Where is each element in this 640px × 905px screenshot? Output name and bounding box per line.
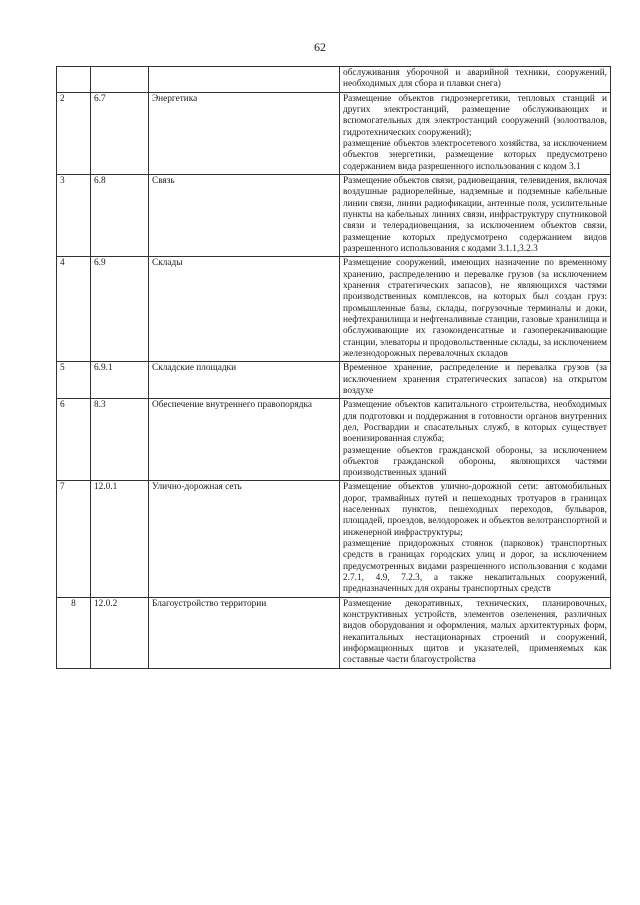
description-paragraph: размещение объектов электросетевого хозяйства, за исключением объектов энергетики, размещение которых предусмотрено содержанием вида разрешенного использования с кодом 3.1 [343,138,607,172]
row-code: 6.8 [91,174,149,256]
row-description [340,92,611,174]
land-use-table [56,66,611,669]
description-paragraph: обслуживания уборочной и аварийной техники, сооружений, необходимых для сбора и плавки снега) [343,68,607,90]
row-code: 8.3 [91,399,149,481]
row-number: 8 [57,597,91,668]
table-row [57,174,611,256]
row-number: 5 [57,362,91,399]
row-description [340,174,611,256]
page-number: 62 [314,40,326,54]
description-paragraph: Размещение объектов гидроэнергетики, тепловых станций и других электростанций, размещение обслуживающих и вспомогательных для электростанций сооружений (золоотвалов, гидротехнических сооружений); [343,93,607,138]
description-paragraph: размещение придорожных стоянок (парковок) транспортных средств в границах городских улиц и дорог, за исключением предусмотренных видами разрешенного использования с кодами 2.7.1, 4.9, 7.2.3, а также некапитальных сооружений, предназначенных для охраны транспортных средств [343,539,607,595]
row-name: Обеспечение внутреннего правопорядка [149,399,340,481]
row-description [340,399,611,481]
table-row [57,597,611,668]
description-paragraph: Размещение объектов капитального строительства, необходимых для подготовки и поддержания в готовности органов внутренних дел, Росгвардии и спасательных служб, в которых существует военизированная служба; [343,400,607,445]
row-number: 3 [57,174,91,256]
description-paragraph: Размещение сооружений, имеющих назначение по временному хранению, распределению и перевалке грузов (за исключением хранения стратегических запасов), не являющихся частями производственных комплексов, на которых был создан груз: промышленные базы, склады, погрузочные терминалы и доки, нефтехранилища и нефтеналивные станции, газовые хранилища и обслуживающие их газоконденсатные и газоперекачивающие станции, элеваторы и продовольственные склады, за исключением железнодорожных перевалочных складов [343,258,608,359]
row-number: 6 [57,399,91,481]
row-description [340,257,611,362]
description-paragraph: размещение объектов гражданской обороны, за исключением объектов гражданской обороны, являющихся частями производственных зданий [343,445,607,479]
table-row [57,257,611,362]
row-name: Энергетика [149,92,340,174]
row-name: Связь [149,174,340,256]
row-code: 6.9 [91,257,149,362]
table-row [57,362,611,399]
row-code: 12.0.2 [91,597,149,668]
row-code: 6.7 [91,92,149,174]
row-number [57,67,91,93]
row-code [91,67,149,93]
row-description [340,362,611,399]
row-description [340,597,611,668]
row-code: 12.0.1 [91,481,149,597]
description-paragraph: Размещение декоративных, технических, планировочных, конструктивных устройств, элементов озеленения, различных видов оборудования и оформления, малых архитектурных форм, некапитальных нестационарных строений и сооружений, информационных щитов и указателей, применяемых как составные части благоустройства [343,598,607,666]
description-paragraph: Размещение объектов улично-дорожной сети: автомобильных дорог, трамвайных путей и пешеходных тротуаров в границах населенных пунктов, пешеходных переходов, бульваров, площадей, проездов, велодорожек и объектов велотранспортной и инженерной инфраструктуры; [343,482,607,538]
row-name: Благоустройство территории [149,597,340,668]
row-number: 4 [57,257,91,362]
table-row [57,481,611,597]
row-number: 2 [57,92,91,174]
description-paragraph: Размещение объектов связи, радиовещания, телевидения, включая воздушные радиорелейные, надземные и подземные кабельные линии связи, линии радиофикации, антенные поля, усилительные пункты на кабельных линиях связи, инфраструктуру спутниковой связи и телерадиовещания, за исключением объектов связи, размещение которых предусмотрено содержанием видов разрешенного использования с кодами 3.1.1,3.2.3 [343,175,607,254]
row-description [340,67,611,93]
table-row-continuation [57,67,611,93]
row-name: Склады [149,257,340,362]
table-row [57,92,611,174]
row-description [340,481,611,597]
row-name: Улично-дорожная сеть [149,481,340,597]
row-number: 7 [57,481,91,597]
description-paragraph: Временное хранение, распределение и перевалка грузов (за исключением хранения стратегических запасов) на открытом воздухе [343,363,607,396]
table-row [57,399,611,481]
table-body [57,67,611,669]
row-name [149,67,340,93]
row-code: 6.9.1 [91,362,149,399]
row-name: Складские площадки [149,362,340,399]
